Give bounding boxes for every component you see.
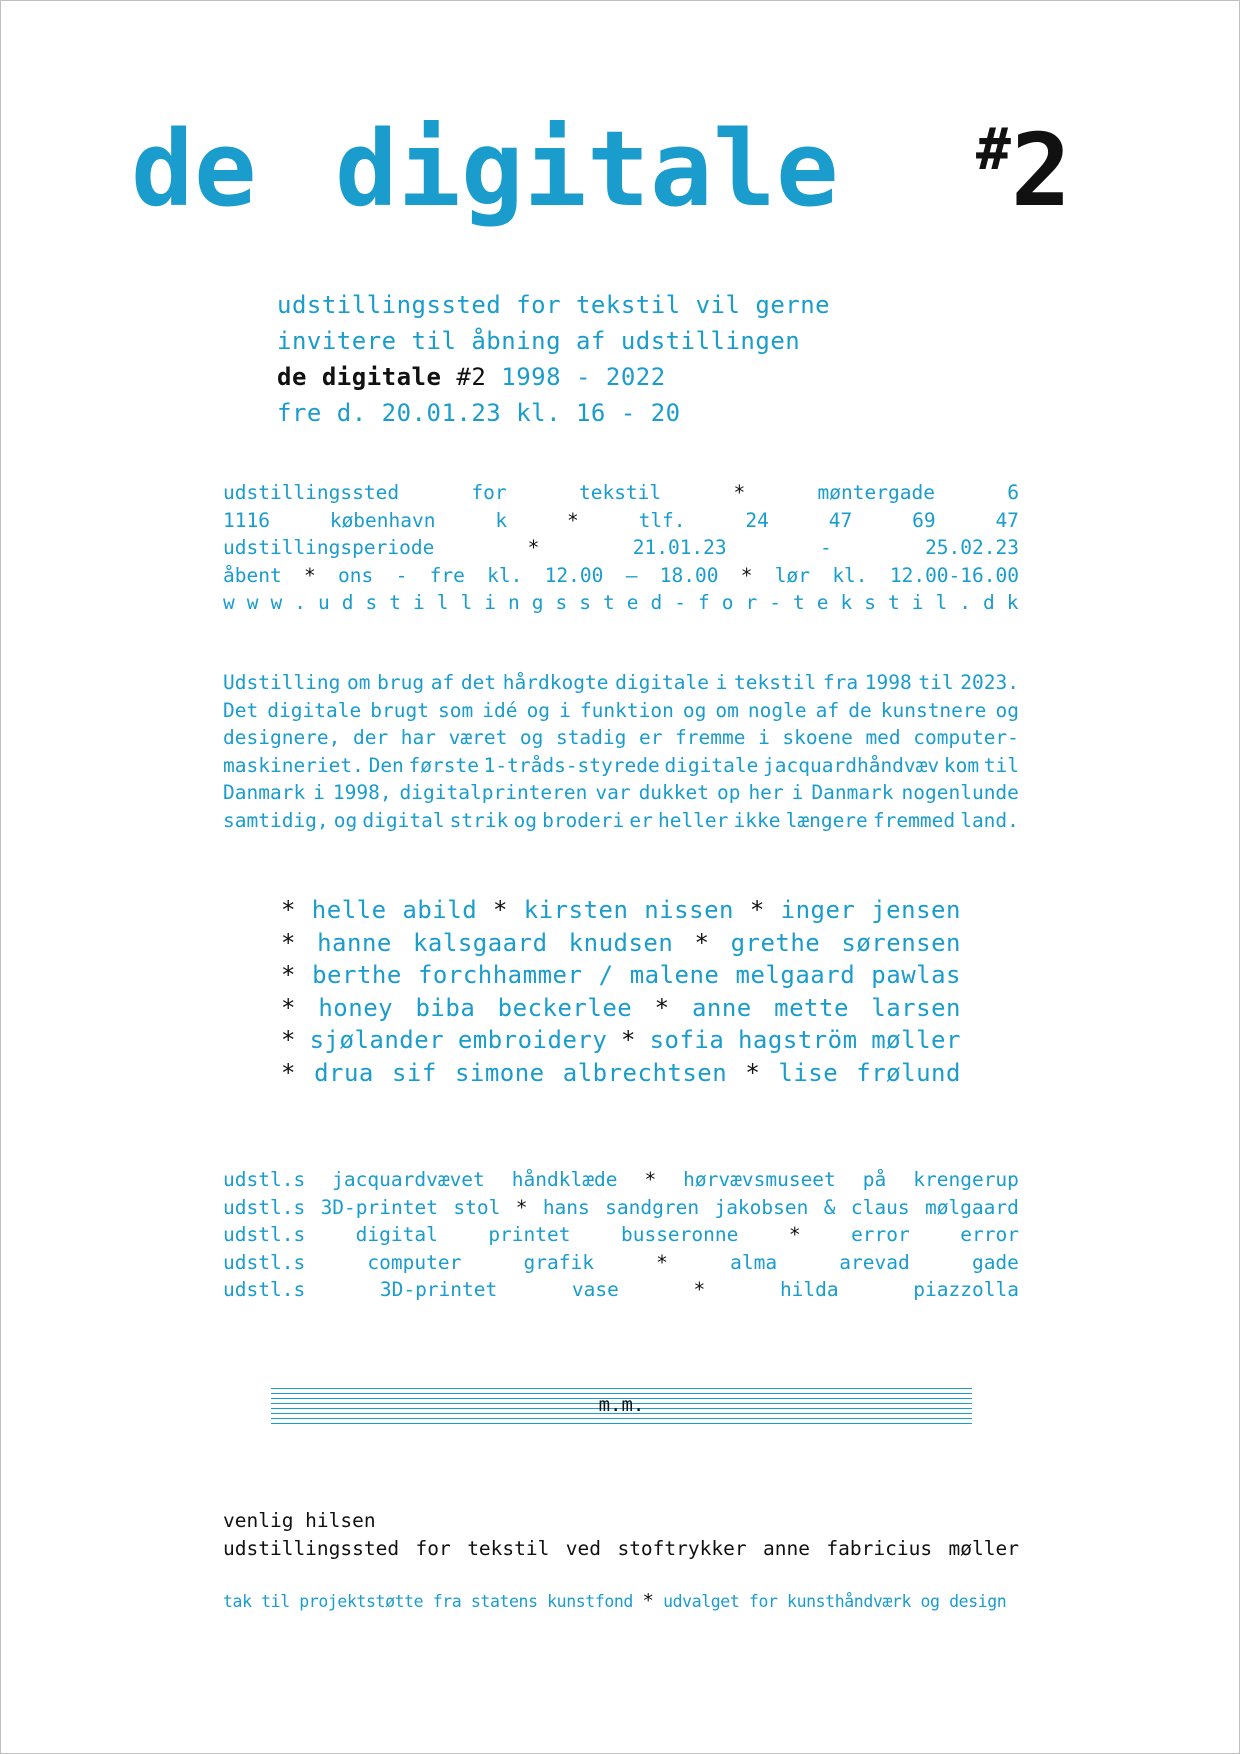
signature-word: stoftrykker [617, 1536, 747, 1560]
word: / [598, 961, 614, 989]
invite-line-2: invitere til åbning af udstillingen [277, 327, 801, 355]
word: til [918, 671, 954, 694]
word: forchhammer [417, 961, 583, 989]
asterisk-separator: * [281, 1058, 296, 1087]
word: sandgren [605, 1195, 700, 1219]
word: w [270, 591, 283, 614]
word: og [682, 698, 707, 722]
word: t [888, 591, 900, 614]
word: 1998 [864, 671, 912, 694]
word: albrechtsen [562, 1058, 728, 1087]
signature-word: fabricius [826, 1536, 933, 1560]
word: nogenlunde [901, 781, 1019, 804]
word: 24 [745, 508, 769, 532]
word: computer [367, 1250, 462, 1274]
work-row [223, 1276, 1019, 1304]
venue-info [223, 479, 1019, 617]
title-letter: a [650, 108, 713, 230]
word: gade [971, 1250, 1019, 1274]
word: printet [488, 1223, 571, 1246]
mm-label-text: m.m. [598, 1394, 645, 1416]
word: grethe [730, 928, 821, 957]
work-row [223, 1221, 1019, 1249]
word: længere [785, 808, 868, 832]
exhibition-description [223, 669, 1019, 834]
asterisk-separator: * [281, 1026, 296, 1054]
exhibition-title [131, 109, 1131, 229]
asterisk-separator: * [745, 1058, 761, 1087]
funding-thanks [223, 1589, 1019, 1614]
asterisk-separator: * [281, 993, 296, 1022]
word: 6 [1007, 481, 1019, 504]
word: Den [368, 753, 404, 777]
word: Danmark [811, 781, 894, 804]
separator: - [819, 536, 832, 559]
word: har [400, 726, 437, 749]
description-line [223, 669, 1019, 697]
word: larsen [871, 993, 961, 1022]
description-line [223, 724, 1019, 752]
thanks-separator: * [642, 1590, 654, 1612]
word: frølund [856, 1058, 961, 1087]
word: skoene [782, 726, 853, 749]
word: og [513, 808, 537, 832]
word: piazzolla [913, 1278, 1019, 1301]
word: maskineriet. [223, 753, 364, 777]
word: sjølander [309, 1026, 445, 1054]
word: er [629, 808, 653, 832]
word: t [793, 591, 805, 614]
signature-word: anne [763, 1536, 810, 1560]
word: til [983, 753, 1019, 777]
word: mette [774, 993, 849, 1022]
word: og [526, 698, 551, 722]
word: udstillingssted [223, 481, 400, 504]
word: for [471, 481, 507, 504]
word: af [430, 671, 455, 694]
asterisk-separator: * [492, 896, 508, 924]
word: grafik [523, 1250, 594, 1274]
edition-mark [976, 109, 1071, 231]
info-row [223, 562, 1019, 590]
word: melgaard [735, 961, 856, 989]
description-line [223, 697, 1019, 725]
word: strik [449, 808, 509, 832]
word: berthe [312, 961, 402, 989]
info-row [223, 479, 1019, 507]
word: computer- [913, 726, 1019, 749]
word: der [352, 726, 389, 749]
title-letter: d [335, 108, 398, 230]
asterisk-separator: * [733, 481, 746, 504]
word: sørensen [841, 928, 961, 957]
title-letter: g [461, 108, 524, 230]
word: i [758, 726, 770, 749]
word: 47 [995, 508, 1019, 532]
word: e [626, 591, 639, 614]
word: embroidery [457, 1026, 608, 1054]
word: idé [482, 698, 518, 722]
word: land. [960, 808, 1019, 832]
asterisk-separator: * [749, 896, 765, 924]
signature [223, 1535, 1019, 1563]
word: broderi [542, 808, 625, 832]
word: været [448, 726, 508, 749]
word: knudsen [568, 928, 674, 957]
invitation-text [277, 287, 1037, 431]
word: 3D-printet [379, 1278, 498, 1301]
word: d [983, 591, 995, 614]
word: vase [571, 1278, 619, 1301]
separator: - [395, 563, 408, 587]
asterisk-separator: * [788, 1223, 801, 1246]
word: fre [429, 563, 465, 587]
word: alma [730, 1250, 778, 1274]
word: hørvævsmuseet [683, 1168, 836, 1191]
artist-row [281, 1057, 961, 1090]
word: er [638, 726, 663, 749]
word: udstl.s [223, 1250, 306, 1274]
separator: — [625, 563, 638, 587]
word: sofia [649, 1026, 725, 1054]
word: heller [657, 808, 729, 832]
word: l [436, 591, 449, 614]
word: claus [850, 1195, 910, 1219]
word: s [864, 591, 876, 614]
invite-opening-date: fre d. 20.01.23 kl. 16 - 20 [277, 399, 681, 427]
title-number: 2 [1010, 112, 1072, 229]
invite-line-1: udstillingssted for tekstil vil gerne [277, 291, 831, 319]
word: i [484, 591, 496, 614]
title-letter [257, 109, 335, 229]
asterisk-separator: * [656, 1250, 668, 1274]
word: brug [377, 671, 425, 694]
word: møntergade [817, 481, 935, 504]
word: hilda [779, 1278, 839, 1301]
word: op [716, 781, 741, 804]
title-hash: # [976, 115, 1011, 183]
word: udstillingsperiode [223, 536, 435, 559]
asterisk-separator: * [694, 928, 710, 957]
word: digitale [267, 698, 362, 722]
word: abild [402, 896, 478, 924]
word: f [698, 591, 710, 614]
title-letter: i [524, 108, 587, 230]
word: malene [629, 961, 720, 989]
word: 25.02.23 [925, 536, 1019, 559]
word: digitale [615, 671, 710, 694]
rule-line [271, 1418, 972, 1419]
word: åbent [223, 563, 282, 587]
info-row [223, 534, 1019, 562]
word: fremme [675, 726, 746, 749]
asterisk-separator: * [304, 563, 316, 587]
word: kunstnere [880, 698, 987, 722]
word: møller [871, 1026, 961, 1054]
word: om [347, 671, 371, 694]
word: her [748, 781, 784, 804]
word: kirsten [523, 896, 629, 924]
word: nogle [747, 698, 807, 722]
title-letter: e [776, 108, 839, 230]
word: fremmed [872, 808, 956, 832]
invite-years: 1998 - 2022 [501, 363, 666, 391]
rule-line [271, 1388, 972, 1389]
invite-exhibition-name: de digitale [277, 363, 442, 391]
word: 12.00 [544, 563, 604, 587]
word: udstl.s [223, 1278, 306, 1301]
artist-row [281, 992, 961, 1025]
rule-line [271, 1423, 972, 1424]
word: på [862, 1168, 887, 1191]
word: u [318, 591, 330, 614]
artist-row [281, 959, 961, 992]
word: s [579, 591, 591, 614]
word: digital [362, 808, 445, 832]
thanks-part-2: udvalget for kunsthåndværk og design [663, 1592, 1007, 1611]
asterisk-separator: * [620, 1026, 636, 1054]
word: e [816, 591, 829, 614]
word: d [341, 591, 354, 614]
word: g [531, 591, 544, 614]
word: i [313, 781, 325, 804]
word: og [519, 726, 544, 749]
word: inger [780, 896, 856, 924]
word: var [595, 781, 631, 804]
word: mølgaard [924, 1195, 1019, 1219]
asterisk-separator: * [281, 896, 296, 924]
word: samtidig, [223, 808, 329, 832]
asterisk-separator: * [281, 961, 296, 989]
info-row [223, 507, 1019, 535]
asterisk-separator: * [566, 508, 579, 532]
word: error [851, 1223, 910, 1246]
word: om [715, 698, 739, 722]
mm-ruled-lines [271, 1388, 972, 1426]
word: kl. [832, 563, 868, 587]
word: håndklæde [511, 1168, 618, 1191]
word: udstl.s [223, 1195, 306, 1219]
asterisk-separator: * [693, 1278, 706, 1301]
word: nissen [644, 896, 734, 924]
asterisk-separator: * [644, 1168, 657, 1191]
title-letter: e [194, 108, 257, 230]
word: k [840, 591, 853, 614]
word: kom [943, 753, 980, 777]
word: og [995, 698, 1019, 722]
signature-word: ved [565, 1536, 602, 1560]
word: i [559, 698, 571, 722]
word: beckerlee [497, 993, 633, 1022]
word: tekstil [578, 481, 662, 504]
invite-edition: #2 [456, 363, 487, 391]
word: error [960, 1223, 1019, 1246]
word: 12.00-16.00 [889, 563, 1019, 587]
invite-line-3 [277, 359, 1037, 395]
word: d [650, 591, 663, 614]
word: af [815, 698, 840, 722]
signature-word: møller [948, 1536, 1019, 1560]
word: 3D-printet [320, 1195, 438, 1219]
work-row [223, 1194, 1019, 1222]
word: 1116 [223, 508, 270, 532]
separator: - [769, 591, 781, 614]
word: s [555, 591, 568, 614]
word: n [508, 591, 520, 614]
info-row [223, 589, 1019, 617]
word: Danmark [223, 781, 306, 804]
word: københavn [329, 508, 436, 532]
asterisk-separator: * [281, 928, 296, 957]
word: hårdkogte [502, 671, 609, 694]
word: i [911, 591, 924, 614]
word: fra [822, 671, 859, 694]
word: designere, [223, 726, 341, 749]
title-letter: d [131, 108, 194, 230]
word: o [721, 591, 734, 614]
artist-row [281, 1024, 961, 1057]
word: hanne [317, 928, 392, 957]
closing [223, 1507, 1019, 1562]
word: hagström [737, 1026, 858, 1054]
separator: - [674, 591, 686, 614]
word: i [715, 671, 728, 694]
word: jacquardhåndvæv [763, 753, 940, 777]
asterisk-separator: * [654, 993, 670, 1022]
word: . [959, 591, 971, 614]
word: første [408, 753, 479, 777]
word: r [745, 591, 758, 614]
word: w [246, 591, 259, 614]
word: 1998, [332, 781, 392, 804]
word: & [823, 1195, 836, 1219]
word: helle [311, 896, 387, 924]
word: 2023. [960, 671, 1019, 694]
title-letter: t [587, 108, 650, 230]
signature-word: udstillingssted [223, 1536, 400, 1560]
word: l [460, 591, 473, 614]
word: . [294, 591, 306, 614]
word: honey [318, 993, 394, 1022]
word: de [848, 698, 872, 722]
word: i [791, 781, 804, 804]
word: krengerup [913, 1168, 1019, 1191]
word: w [223, 591, 235, 614]
signature-word: tekstil [467, 1536, 550, 1560]
word: k [495, 508, 508, 532]
asterisk-separator: * [515, 1195, 528, 1219]
word: biba [415, 993, 476, 1022]
artist-row [281, 894, 961, 927]
word: pawlas [871, 961, 961, 989]
word: i [413, 591, 425, 614]
word: og [333, 808, 358, 832]
word: l [935, 591, 948, 614]
asterisk-separator: * [527, 536, 540, 559]
word: Udstilling [223, 671, 341, 694]
word: jakobsen [714, 1195, 809, 1219]
word: 69 [912, 508, 936, 532]
word: lise [778, 1058, 839, 1087]
works-list [223, 1166, 1019, 1304]
word: hans [542, 1195, 590, 1219]
word: tlf. [638, 508, 686, 532]
word: t [389, 591, 401, 614]
word: arevad [839, 1250, 910, 1274]
word: ons [338, 563, 374, 587]
work-row [223, 1166, 1019, 1194]
description-line [223, 752, 1019, 780]
word: drua [314, 1058, 374, 1087]
greeting: venlig hilsen [223, 1509, 376, 1532]
title-text [131, 108, 839, 230]
word: 1-tråds-styrede [483, 753, 660, 777]
word: jensen [871, 896, 961, 924]
word: lør [774, 563, 811, 587]
word: busseronne [620, 1223, 739, 1246]
word: udstl.s [223, 1223, 306, 1246]
word: funktion [579, 698, 674, 722]
word: brugt [370, 698, 429, 722]
signature-word: for [415, 1536, 451, 1560]
word: kl. [487, 563, 523, 587]
word: 18.00 [659, 563, 719, 587]
title-letter: i [398, 108, 461, 230]
word: stadig [555, 726, 627, 749]
thanks-part-1: tak til projektstøtte fra statens kunstfond [223, 1592, 633, 1611]
word: 47 [828, 508, 853, 532]
description-line [223, 807, 1019, 835]
word: stol [453, 1195, 501, 1219]
word: digitale [664, 753, 759, 777]
word: ikke [733, 808, 781, 832]
word: det [460, 671, 497, 694]
artist-list [281, 894, 961, 1089]
artist-row [281, 927, 961, 960]
word: simone [454, 1058, 545, 1087]
word: kalsgaard [412, 928, 548, 957]
word: dukket [638, 781, 710, 804]
asterisk-separator: * [740, 563, 753, 587]
word: tekstil [734, 671, 817, 694]
title-letter: l [713, 108, 776, 230]
word: sif [391, 1058, 437, 1087]
word: k [1006, 591, 1019, 614]
word: jacquardvævet [332, 1168, 485, 1191]
word: anne [691, 993, 752, 1022]
word: digitalprinteren [399, 781, 588, 804]
work-row [223, 1249, 1019, 1277]
word: som [438, 698, 474, 722]
word: udstl.s [223, 1168, 306, 1191]
description-line [223, 779, 1019, 807]
mm-label [271, 1394, 972, 1416]
word: t [603, 591, 615, 614]
word: s [365, 591, 378, 614]
word: 21.01.23 [632, 536, 727, 559]
word: digital [355, 1223, 438, 1246]
word: Det [223, 698, 259, 722]
word: med [865, 726, 901, 749]
